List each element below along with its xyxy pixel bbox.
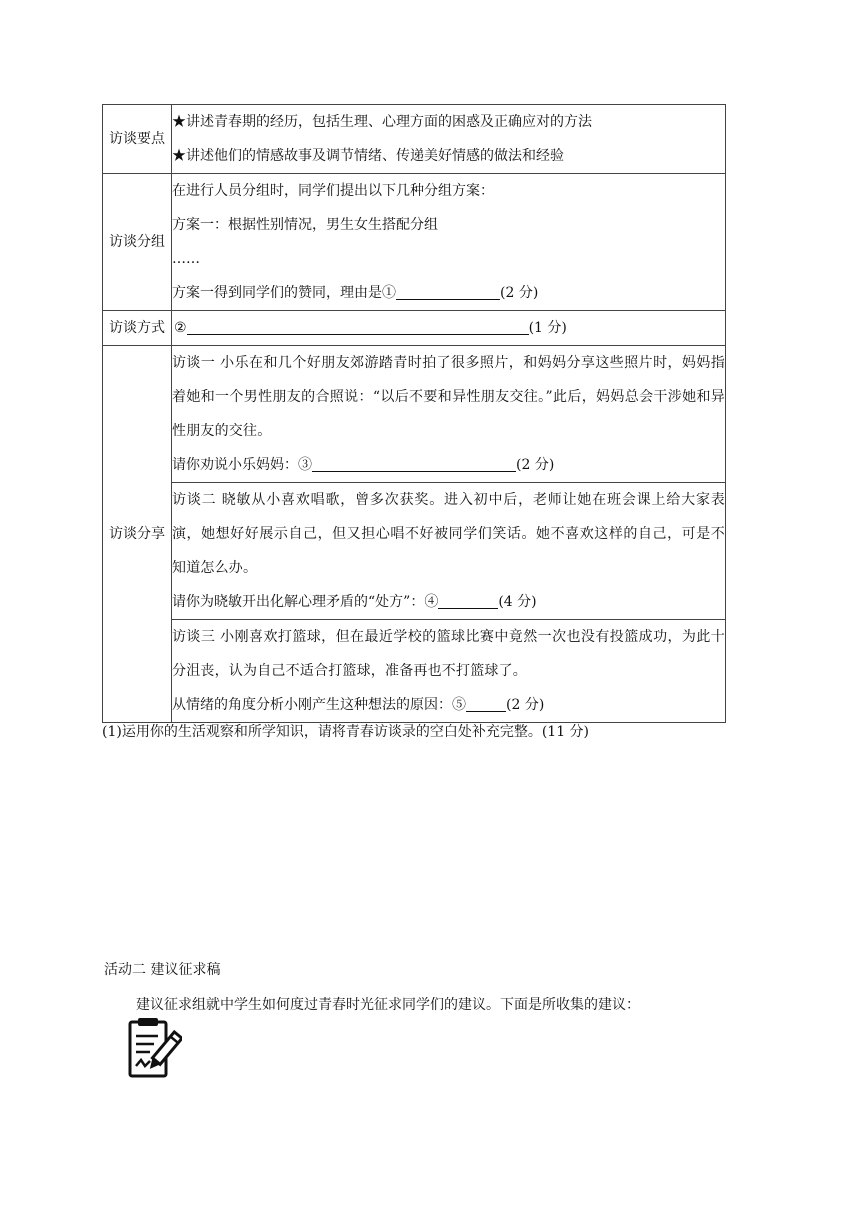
answer-blank-4[interactable] [438, 592, 498, 609]
row-interview-sharing [103, 346, 726, 723]
label-interview-points: 访谈要点 [103, 105, 172, 174]
point-item-1: ★讲述青春期的经历，包括生理、心理方面的困惑及正确应对的方法 [172, 114, 592, 130]
method-answer-line [174, 311, 725, 345]
case-3-text: 访谈三 小刚喜欢打篮球，但在最近学校的篮球比赛中竟然一次也没有投篮成功，为此十分沮丧，认为自己不适合打篮球，准备再也不打篮球了。 [172, 629, 725, 679]
label-interview-sharing: 访谈分享 [103, 346, 172, 723]
case-1-text: 访谈一 小乐在和几个好朋友郊游踏青时拍了很多照片，和妈妈分享这些照片时，妈妈指着她和一个男性朋友的合照说：“以后不要和异性朋友交往。”此后，妈妈总会干涉她和异性朋友的交往。 [172, 355, 725, 439]
case-2-score: (4 分) [498, 594, 537, 610]
answer-blank-1[interactable] [396, 283, 500, 300]
sharing-cases [172, 346, 725, 722]
row-interview-grouping [103, 174, 726, 311]
label-interview-grouping: 访谈分组 [103, 174, 172, 311]
question-1: (1)运用你的生活观察和所学知识，请将青春访谈录的空白处补充完整。(11 分) [102, 724, 590, 740]
grouping-ellipsis: …… [172, 251, 200, 267]
grouping-reason [172, 276, 725, 310]
point-item-2: ★讲述他们的情感故事及调节情绪、传递美好情感的做法和经验 [172, 148, 564, 164]
grouping-intro: 在进行人员分组时，同学们提出以下几种分组方案： [172, 183, 494, 199]
label-interview-method: 访谈方式 [103, 311, 172, 346]
case-1-score: (2 分) [516, 457, 555, 473]
answer-blank-3[interactable] [312, 455, 516, 472]
answer-blank-5[interactable] [466, 695, 506, 712]
sharing-case-3 [172, 620, 725, 723]
answer-blank-2[interactable] [187, 318, 529, 335]
row-interview-method [103, 311, 726, 346]
activity-2-intro: 建议征求组就中学生如何度过青春时光征求同学们的建议。下面是所收集的建议： [136, 997, 640, 1013]
method-score: (1 分) [528, 320, 567, 336]
grouping-reason-score: (2 分) [500, 285, 539, 301]
case-1-prompt-line [172, 448, 725, 482]
case-2-prompt: 请你为晓敏开出化解心理矛盾的“处方”：④ [172, 594, 439, 610]
interview-record-table [102, 104, 726, 723]
case-2-prompt-line [172, 585, 725, 619]
row-interview-points [103, 105, 726, 174]
case-1-prompt: 请你劝说小乐妈妈：③ [172, 457, 312, 473]
sharing-case-2 [172, 483, 725, 620]
case-2-text: 访谈二 晓敏从小喜欢唱歌，曾多次获奖。进入初中后，老师让她在班会课上给大家表演，她想好好展示自己，但又担心唱不好被同学们笑话。她不喜欢这样的自己，可是不知道怎么办。 [172, 492, 725, 576]
method-prefix: ② [174, 320, 187, 336]
case-3-score: (2 分) [506, 697, 545, 713]
document-pen-icon [126, 1016, 182, 1080]
case-3-prompt: 从情绪的角度分析小刚产生这种想法的原因：⑤ [172, 697, 466, 713]
case-3-prompt-line [172, 688, 725, 722]
activity-2-title: 活动二 建议征求稿 [104, 962, 221, 978]
grouping-reason-prefix: 方案一得到同学们的赞同，理由是① [172, 285, 396, 301]
sharing-case-1 [172, 346, 725, 483]
grouping-plan-one: 方案一：根据性别情况，男生女生搭配分组 [172, 217, 438, 233]
